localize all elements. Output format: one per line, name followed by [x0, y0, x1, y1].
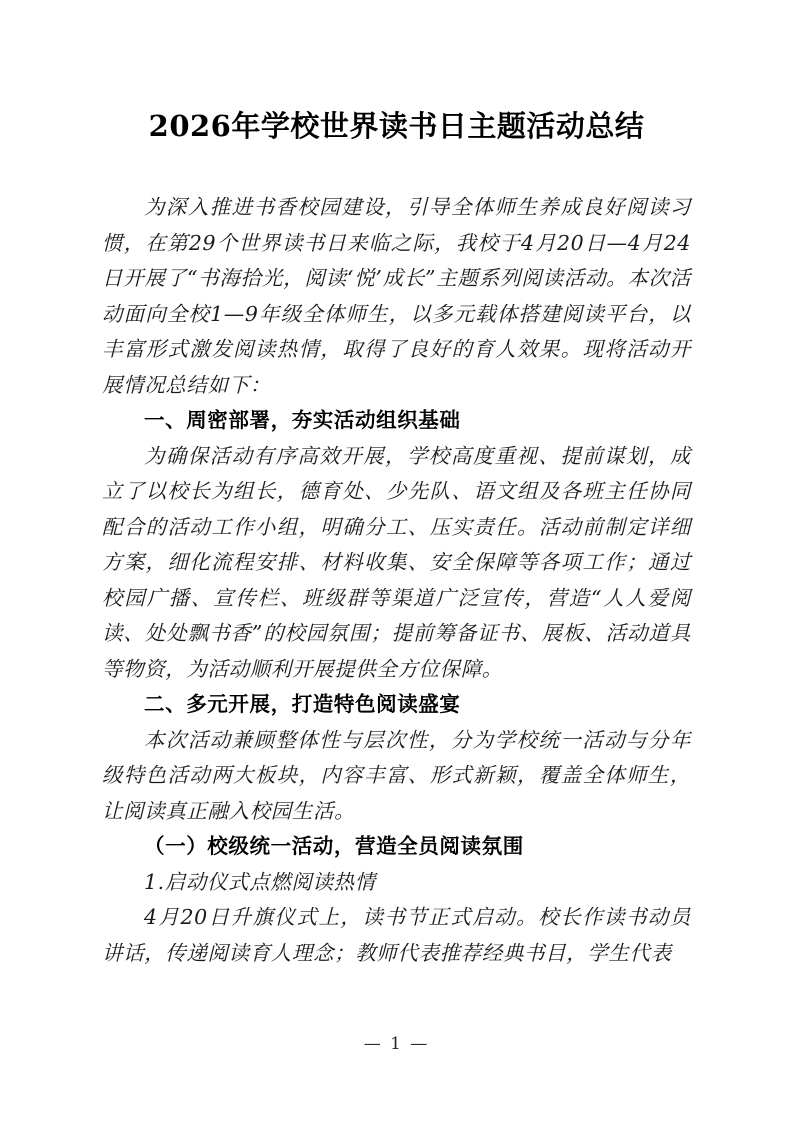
section-heading-2: 二、多元开展，打造特色阅读盛宴	[144, 692, 461, 716]
paragraph-intro: 为深入推进书香校园建设，引导全体师生养成良好阅读习惯，在第29个世界读书日来临之际，我校于4月20日—4月24日开展了“书海拾光，阅读‘悦’成长”主题系列阅读活动。本次活动面向全校1—9年级全体师生，以多元载体搭建阅读平台，以丰富形式激发阅读热情，取得了良好的育人效果。现将活动开展情况总结如下：	[102, 195, 691, 397]
list-item-1: 1.启动仪式点燃阅读热情	[144, 869, 376, 894]
page-title: 2026年学校世界读书日主题活动总结	[148, 109, 645, 143]
page-number-footer: — 1 —	[363, 1034, 430, 1054]
paragraph-3: 4月20日升旗仪式上，读书节正式启动。校长作读书动员讲话，传递阅读育人理念；教师代表推荐经典书目，学生代表	[102, 905, 691, 965]
document-body	[102, 146, 691, 971]
paragraph-1: 为确保活动有序高效开展，学校高度重视、提前谋划，成立了以校长为组长，德育处、少先队、语文组及各班主任协同配合的活动工作小组，明确分工、压实责任。活动前制定详细方案，细化流程安排、材料收集、安全保障等各项工作；通过校园广播、宣传栏、班级群等渠道广泛宣传，营造“人人爱阅读、处处飘书香”的校园氛围；提前筹备证书、展板、活动道具等物资，为活动顺利开展提供全方位保障。	[102, 443, 691, 681]
paragraph-2: 本次活动兼顾整体性与层次性，分为学校统一活动与分年级特色活动两大板块，内容丰富、形式新颖，覆盖全体师生，让阅读真正融入校园生活。	[102, 727, 691, 823]
section-heading-1: 一、周密部署，夯实活动组织基础	[144, 408, 461, 432]
subsection-heading-1: （一）校级统一活动，营造全员阅读氛围	[144, 834, 524, 858]
document-content	[102, 0, 691, 971]
